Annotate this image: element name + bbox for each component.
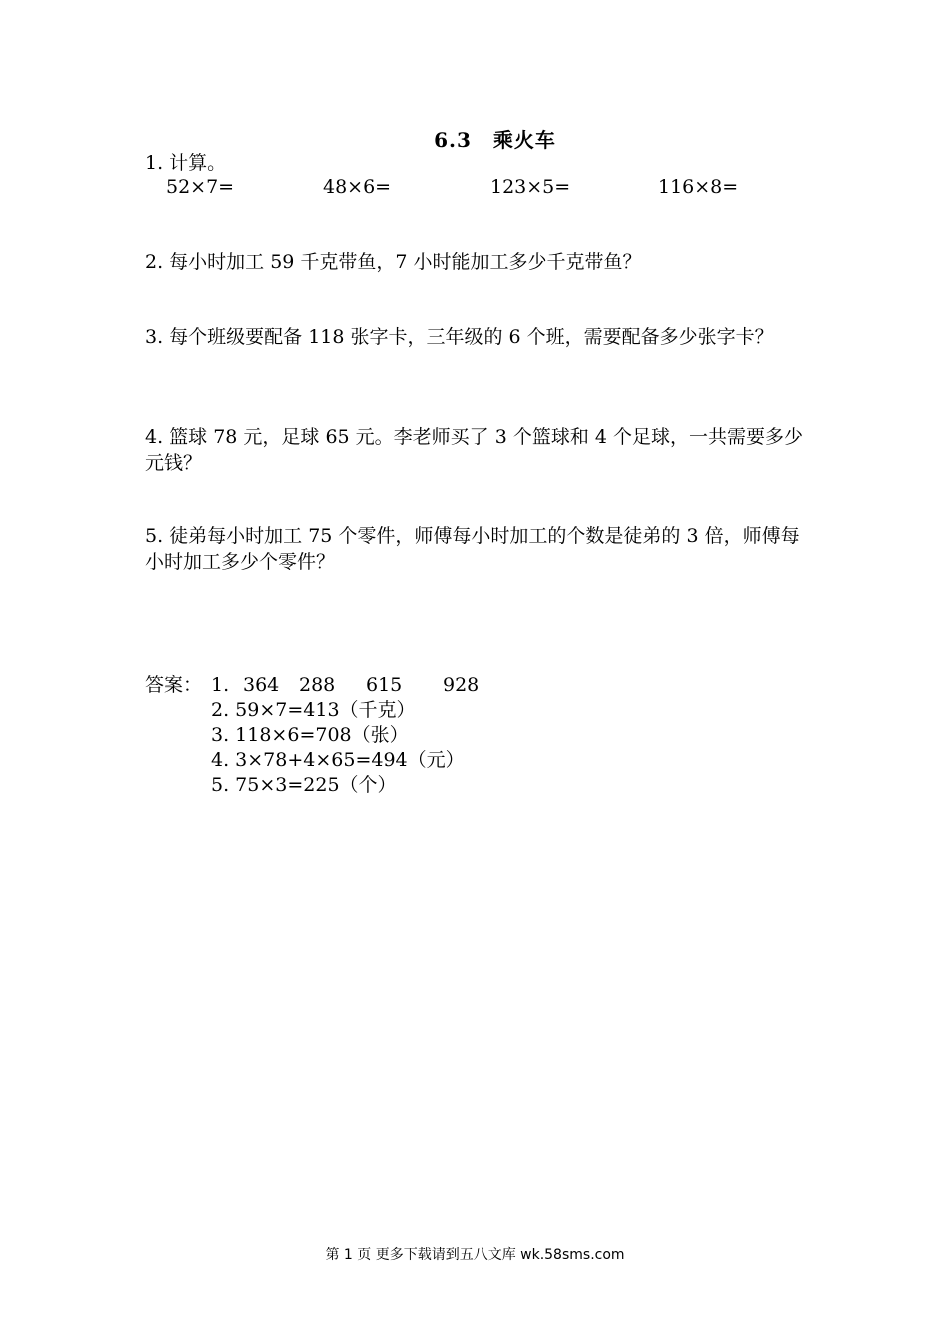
question-3: 3. 每个班级要配备 118 张字卡，三年级的 6 个班，需要配备多少张字卡？ (145, 326, 774, 348)
answer-4: 4. 3×78+4×65=494（元） (211, 749, 465, 771)
calc-expression-1: 52×7= (166, 176, 235, 198)
question-5: 5. 徒弟每小时加工 75 个零件，师傅每小时加工的个数是徒弟的 3 倍，师傅每小时加工多少个零件？ (145, 525, 800, 573)
answer-1 (211, 672, 479, 698)
answer-5: 5. 75×3=225（个） (211, 774, 397, 796)
answer-1-value-4: 928 (443, 674, 480, 696)
page-title: 6.3 乘火车 (434, 128, 556, 152)
answer-1-value-1: 364 (243, 674, 280, 696)
answer-1-value-2: 288 (299, 674, 336, 696)
answers-label: 答案： (145, 674, 203, 696)
answer-1-prefix: 1. (211, 674, 230, 696)
calc-expression-4: 116×8= (658, 176, 739, 198)
question-4: 4. 篮球 78 元，足球 65 元。李老师买了 3 个篮球和 4 个足球，一共需要多少元钱？ (145, 426, 804, 474)
calc-expression-3: 123×5= (490, 176, 571, 198)
question-2: 2. 每小时加工 59 千克带鱼，7 小时能加工多少千克带鱼？ (145, 251, 642, 273)
calc-expression-2: 48×6= (323, 176, 392, 198)
answer-2: 2. 59×7=413（千克） (211, 699, 416, 721)
answer-3: 3. 118×6=708（张） (211, 724, 409, 746)
question-1-label: 1. 计算。 (145, 152, 227, 174)
page-footer: 第 1 页 更多下载请到五八文库 wk.58sms.com (325, 1247, 625, 1263)
answer-1-value-3: 615 (366, 674, 403, 696)
